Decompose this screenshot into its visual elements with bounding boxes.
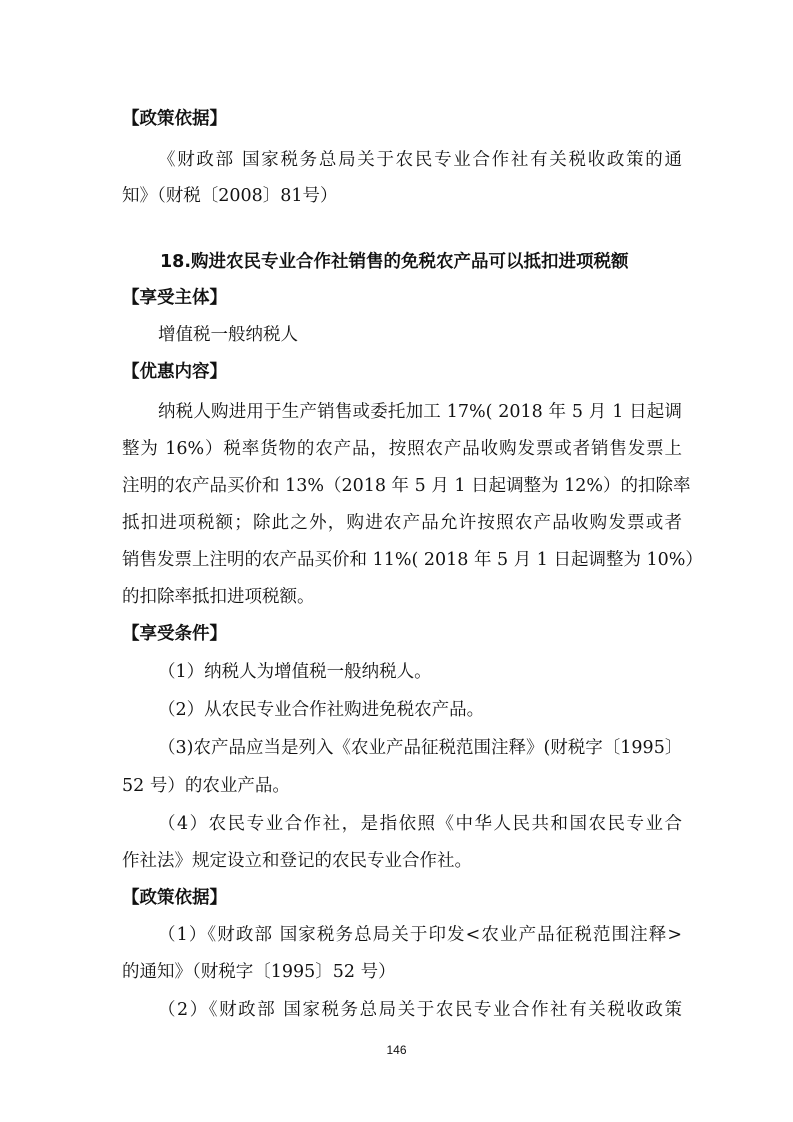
policy-basis-heading: 【政策依据】	[122, 109, 227, 129]
policy-basis-heading: 【政策依据】	[122, 888, 227, 908]
policy-basis-2-line: （2）《财政部 国家税务总局关于农民专业合作社有关税收政策	[158, 1000, 682, 1020]
conditions-heading: 【享受条件】	[122, 624, 227, 644]
condition-4-line: 作社法》规定设立和登记的农民专业合作社。	[122, 851, 472, 871]
condition-3-line: 52 号）的农业产品。	[122, 776, 290, 796]
benefit-content-line: 销售发票上注明的农产品买价和 11%( 2018 年 5 月 1 日起调整为 10%）	[122, 550, 703, 570]
condition-2: （2）从农民专业合作社购进免税农产品。	[158, 700, 485, 720]
benefit-content-line: 抵扣进项税额；除此之外，购进农产品允许按照农产品收购发票或者	[122, 513, 682, 533]
condition-1: （1）纳税人为增值税一般纳税人。	[158, 662, 432, 682]
policy-basis-text-line: 《财政部 国家税务总局关于农民专业合作社有关税收政策的通	[158, 150, 682, 170]
item-18-title: 18.购进农民专业合作社销售的免税农产品可以抵扣进项税额	[160, 252, 629, 272]
benefit-content-line: 纳税人购进用于生产销售或委托加工 17%( 2018 年 5 月 1 日起调	[158, 402, 682, 422]
benefit-content-line: 整为 16%）税率货物的农产品，按照农产品收购发票或者销售发票上	[122, 439, 682, 459]
policy-basis-text-line: 知》（财税〔2008〕81号）	[122, 186, 338, 206]
page-number: 146	[386, 1043, 407, 1057]
condition-3-line: （3)农产品应当是列入《农业产品征税范围注释》(财税字〔1995〕	[158, 738, 683, 758]
policy-basis-1-line: （1）《财政部 国家税务总局关于印发<农业产品征税范围注释>	[158, 925, 682, 945]
benefit-content-line: 注明的农产品买价和 13%（2018 年 5 月 1 日起调整为 12%）的扣除率	[122, 476, 691, 496]
condition-4-line: （4）农民专业合作社，是指依照《中华人民共和国农民专业合	[158, 814, 682, 834]
benefit-content-heading: 【优惠内容】	[122, 362, 227, 382]
policy-basis-1-line: 的通知》（财税字〔1995〕52 号）	[122, 962, 396, 982]
benefit-content-line: 的扣除率抵扣进项税额。	[122, 587, 315, 607]
beneficiary-heading: 【享受主体】	[122, 288, 227, 308]
beneficiary-text: 增值税一般纳税人	[158, 325, 298, 345]
